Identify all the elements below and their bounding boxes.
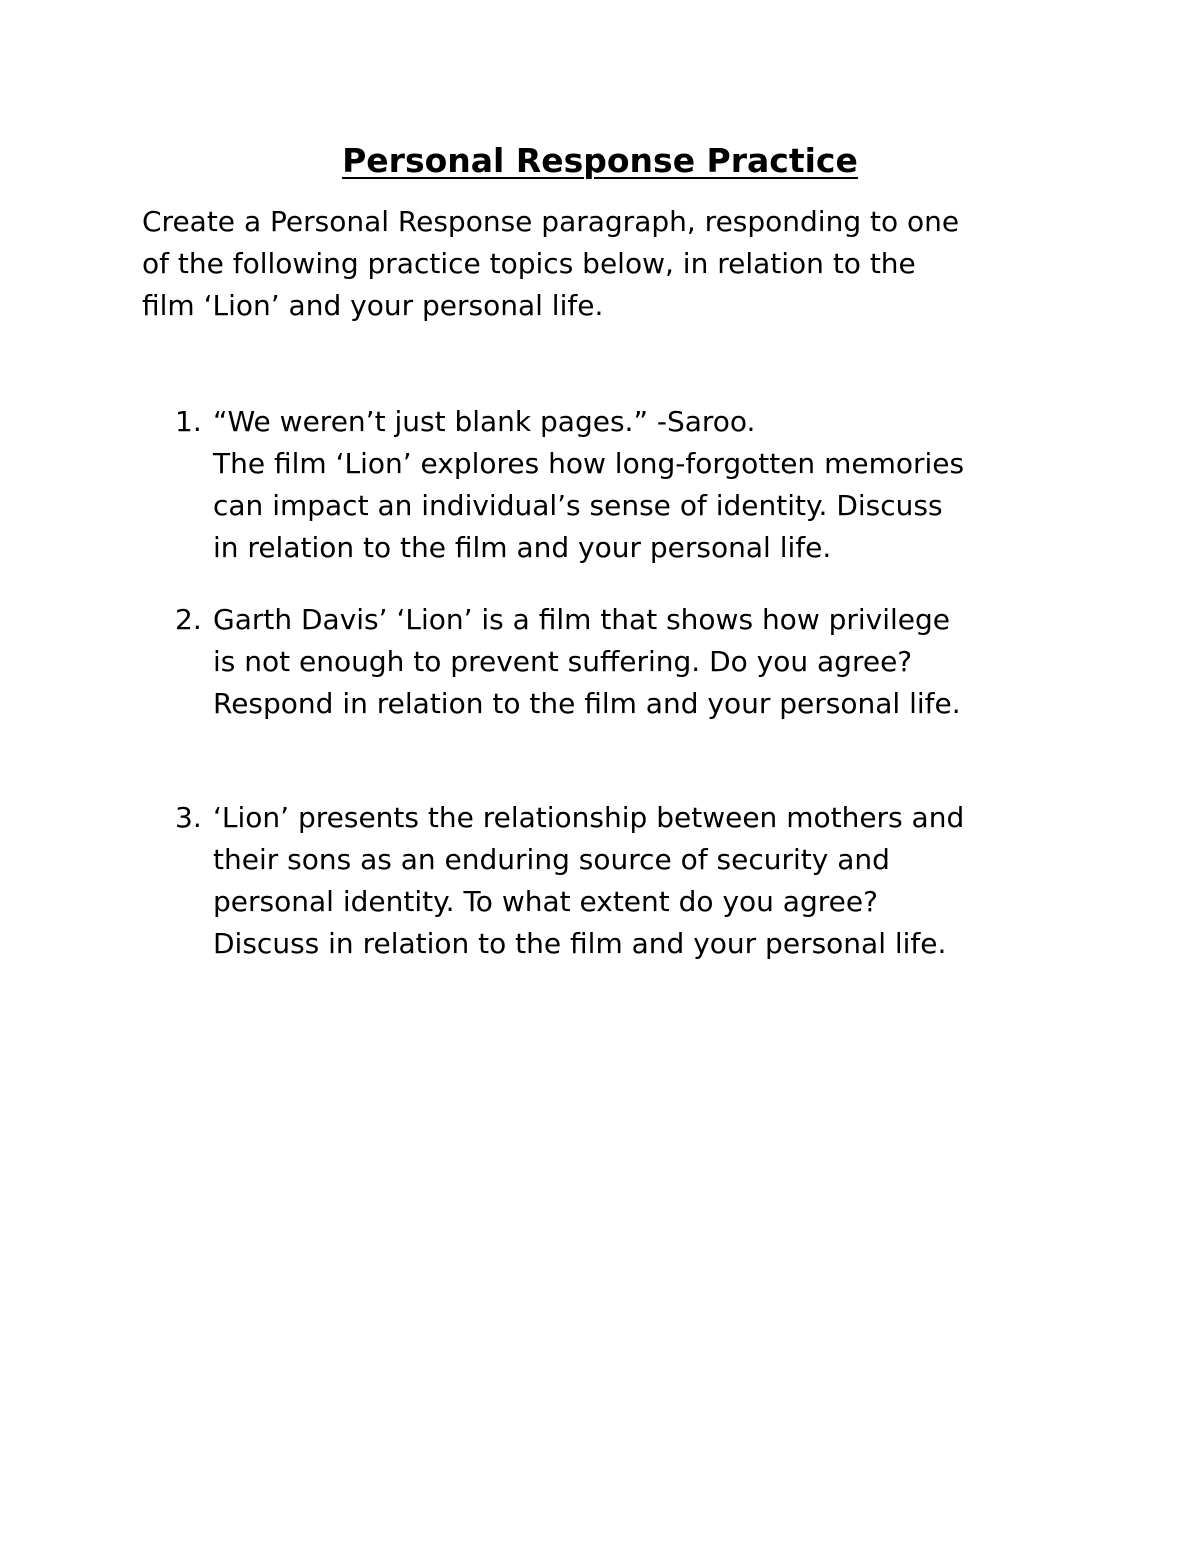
intro-line: of the following practice topics below, in relation to the bbox=[142, 247, 916, 280]
topic-text bbox=[213, 599, 1103, 725]
topic-line: “We weren’t just blank pages.” -Saroo. bbox=[213, 405, 756, 438]
topic-number: 1. bbox=[175, 405, 202, 438]
topic-line: personal identity. To what extent do you agree? bbox=[213, 885, 878, 918]
topic-text bbox=[213, 797, 1103, 965]
intro-paragraph bbox=[142, 201, 1082, 327]
topic-number: 2. bbox=[175, 603, 202, 636]
topic-line: is not enough to prevent suffering. Do you agree? bbox=[213, 645, 913, 678]
topic-line: can impact an individual’s sense of identity. Discuss bbox=[213, 489, 943, 522]
topic-line: in relation to the film and your personal life. bbox=[213, 531, 832, 564]
topic-text bbox=[213, 401, 1103, 569]
intro-line: Create a Personal Response paragraph, responding to one bbox=[142, 205, 960, 238]
topic-line: Discuss in relation to the film and your personal life. bbox=[213, 927, 947, 960]
topic-line: their sons as an enduring source of security and bbox=[213, 843, 890, 876]
topic-line: Respond in relation to the film and your personal life. bbox=[213, 687, 961, 720]
intro-line: film ‘Lion’ and your personal life. bbox=[142, 289, 604, 322]
topic-line: Garth Davis’ ‘Lion’ is a film that shows how privilege bbox=[213, 603, 951, 636]
topic-line: The film ‘Lion’ explores how long-forgotten memories bbox=[213, 447, 965, 480]
topic-line: ‘Lion’ presents the relationship between mothers and bbox=[213, 801, 965, 834]
topic-number: 3. bbox=[175, 801, 202, 834]
page-title: Personal Response Practice bbox=[342, 141, 858, 180]
